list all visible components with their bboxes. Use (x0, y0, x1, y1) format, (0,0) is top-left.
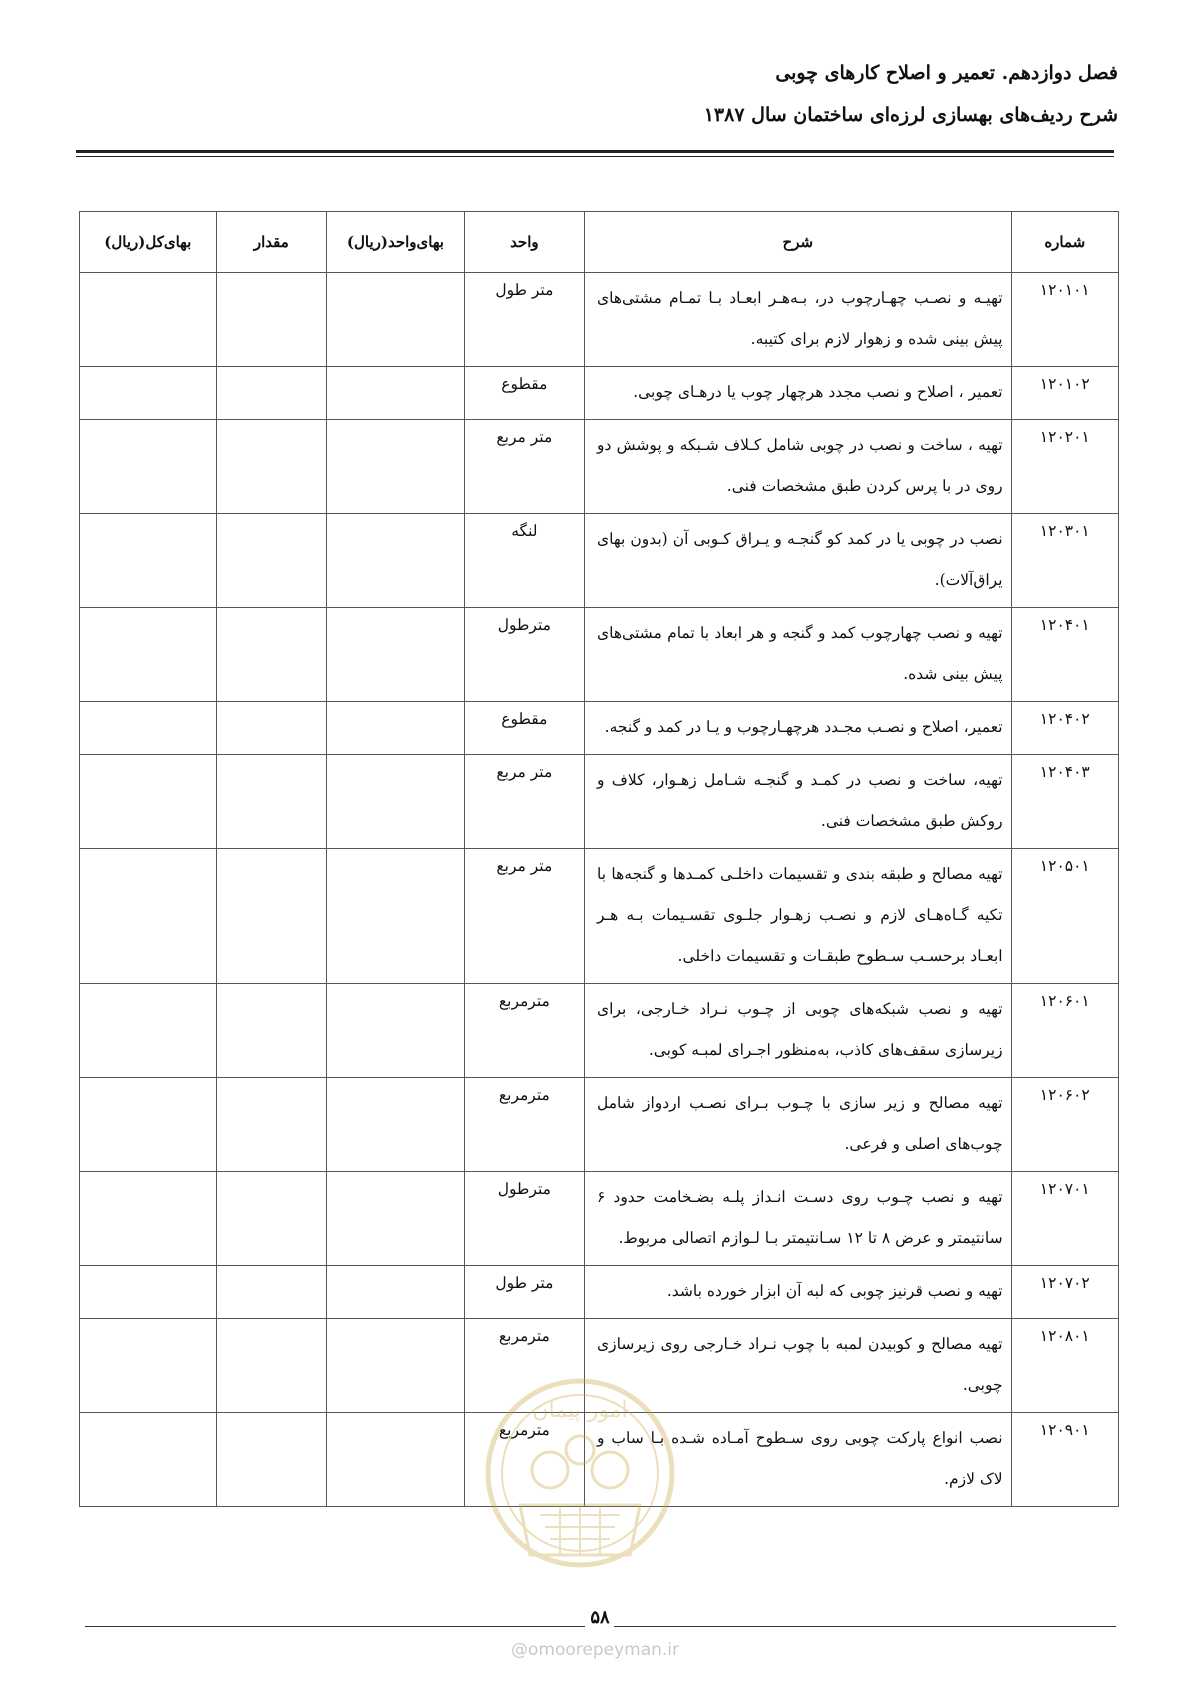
item-total-price (80, 367, 217, 420)
item-code: ۱۲۰۶۰۲ (1011, 1078, 1118, 1172)
item-description: نصب انواع پارکت چوبی روی سـطوح آمـاده شـده بـا ساب و لاک لازم. (585, 1413, 1012, 1507)
table-row (80, 1078, 1119, 1172)
item-total-price (80, 1266, 217, 1319)
item-description: تهیه مصالح و کوبیدن لمبه با چوب نـراد خـارجی روی زیرسازی چوبی. (585, 1319, 1012, 1413)
item-unit: متر طول (464, 273, 584, 367)
item-total-price (80, 514, 217, 608)
item-unit-price (327, 702, 465, 755)
item-description: تهیـه و نصـب چهـارچوب در، بـه‌هـر ابعـاد بـا تمـام مشتی‌های پیش بینی شده و زهوار لازم برای کتیبه. (585, 273, 1012, 367)
item-quantity (216, 1172, 327, 1266)
chapter-title: فصل دوازدهم. تعمیر و اصلاح کارهای چوبی (775, 62, 1118, 84)
item-total-price (80, 420, 217, 514)
item-unit-price (327, 367, 465, 420)
item-unit: مترمربع (464, 984, 584, 1078)
header-rule-thin (76, 156, 1114, 157)
item-total-price (80, 1172, 217, 1266)
item-unit: مقطوع (464, 702, 584, 755)
column-header-description: شرح (585, 212, 1012, 273)
table-row (80, 1413, 1119, 1507)
header-rule (76, 150, 1114, 153)
item-quantity (216, 984, 327, 1078)
item-total-price (80, 608, 217, 702)
table-row (80, 849, 1119, 984)
item-total-price (80, 984, 217, 1078)
item-description: تهیه و نصب شبکه‌های چوبی از چـوب نـراد خـارجی، برای زیرسازی سقف‌های کاذب، به‌منظور اجـرای لمبـه کوبی. (585, 984, 1012, 1078)
item-unit: مترطول (464, 1172, 584, 1266)
item-code: ۱۲۰۴۰۲ (1011, 702, 1118, 755)
table-row (80, 1172, 1119, 1266)
item-quantity (216, 1266, 327, 1319)
item-unit: مترمربع (464, 1413, 584, 1507)
item-quantity (216, 273, 327, 367)
item-code: ۱۲۰۲۰۱ (1011, 420, 1118, 514)
item-code: ۱۲۰۷۰۲ (1011, 1266, 1118, 1319)
item-code: ۱۲۰۱۰۲ (1011, 367, 1118, 420)
item-quantity (216, 702, 327, 755)
item-unit: متر مربع (464, 420, 584, 514)
table-row (80, 608, 1119, 702)
watermark-text: امور پیمان (532, 1398, 628, 1423)
column-header-code: شماره (1011, 212, 1118, 273)
item-unit-price (327, 849, 465, 984)
item-unit-price (327, 608, 465, 702)
item-quantity (216, 755, 327, 849)
item-code: ۱۲۰۷۰۱ (1011, 1172, 1118, 1266)
item-unit-price (327, 1413, 465, 1507)
item-code: ۱۲۰۹۰۱ (1011, 1413, 1118, 1507)
item-quantity (216, 849, 327, 984)
item-unit-price (327, 514, 465, 608)
table-row (80, 984, 1119, 1078)
item-code: ۱۲۰۸۰۱ (1011, 1319, 1118, 1413)
item-unit: مترمربع (464, 1319, 584, 1413)
footer-rule-right (614, 1626, 1116, 1627)
price-list-table (79, 211, 1119, 1507)
item-code: ۱۲۰۱۰۱ (1011, 273, 1118, 367)
item-description: نصب در چوبی یا در کمد کو گنجـه و یـراق کـوبی آن (بدون بهای یراق‌آلات). (585, 514, 1012, 608)
column-header-unit-price: بهای‌واحد(ریال) (327, 212, 465, 273)
item-code: ۱۲۰۵۰۱ (1011, 849, 1118, 984)
item-quantity (216, 367, 327, 420)
table-row (80, 367, 1119, 420)
item-total-price (80, 702, 217, 755)
item-unit: مترمربع (464, 1078, 584, 1172)
item-quantity (216, 1413, 327, 1507)
item-unit: متر مربع (464, 849, 584, 984)
document-subtitle: شرح ردیف‌های بهسازی لرزه‌ای ساختمان سال ۱۳۸۷ (703, 104, 1118, 126)
column-header-quantity: مقدار (216, 212, 327, 273)
item-unit: مقطوع (464, 367, 584, 420)
item-total-price (80, 1319, 217, 1413)
item-code: ۱۲۰۳۰۱ (1011, 514, 1118, 608)
item-code: ۱۲۰۶۰۱ (1011, 984, 1118, 1078)
item-quantity (216, 1319, 327, 1413)
item-description: تهیه مصالح و طبقه بندی و تقسیمات داخلـی کمـدها و گنجه‌ها با تکیه گـاه‌هـای لازم و نصـب زهـوار جلـوی تقسـیمات بـه هـر ابعـاد برحسـب سـطوح طبقـات و تقسیمات داخلی. (585, 849, 1012, 984)
table-row (80, 514, 1119, 608)
column-header-unit: واحد (464, 212, 584, 273)
item-code: ۱۲۰۴۰۱ (1011, 608, 1118, 702)
item-quantity (216, 514, 327, 608)
item-total-price (80, 1413, 217, 1507)
table-header-row (80, 212, 1119, 273)
item-quantity (216, 420, 327, 514)
item-unit-price (327, 420, 465, 514)
item-unit: مترطول (464, 608, 584, 702)
item-unit-price (327, 1078, 465, 1172)
item-description: تعمیر ، اصلاح و نصب مجدد هرچهار چوب یا درهـای چوبی. (585, 367, 1012, 420)
item-unit: لنگه (464, 514, 584, 608)
table-row (80, 273, 1119, 367)
item-total-price (80, 1078, 217, 1172)
item-unit-price (327, 1172, 465, 1266)
item-quantity (216, 1078, 327, 1172)
item-description: تهیه، ساخت و نصب در کمـد و گنجـه شـامل زهـوار، کلاف و روکش طبق مشخصات فنی. (585, 755, 1012, 849)
table-row (80, 702, 1119, 755)
item-description: تهیه مصالح و زیر سازی با چـوب بـرای نصـب اردواز شامل چوب‌های اصلی و فرعی. (585, 1078, 1012, 1172)
table-row (80, 1266, 1119, 1319)
item-total-price (80, 755, 217, 849)
table-body (80, 273, 1119, 1507)
item-description: تهیه و نصب چهارچوب کمد و گنجه و هر ابعاد با تمام مشتی‌های پیش بینی شده. (585, 608, 1012, 702)
item-unit-price (327, 755, 465, 849)
item-unit: متر طول (464, 1266, 584, 1319)
column-header-total-price: بهای‌کل(ریال) (80, 212, 217, 273)
item-quantity (216, 608, 327, 702)
item-description: تهیه و نصب چـوب روی دسـت انـداز پلـه بضـخامت حدود ۶ سانتیمتر و عرض ۸ تا ۱۲ سـانتیمتر بـا لـوازم اتصالی مربوط. (585, 1172, 1012, 1266)
item-total-price (80, 849, 217, 984)
item-total-price (80, 273, 217, 367)
item-unit-price (327, 984, 465, 1078)
table-row (80, 755, 1119, 849)
item-unit: متر مربع (464, 755, 584, 849)
footer-rule-left (85, 1626, 585, 1627)
table-row (80, 420, 1119, 514)
item-description: تهیه ، ساخت و نصب در چوبی شامل کـلاف شـبکه و پوشش دو روی در با پرس کردن طبق مشخصات فنی. (585, 420, 1012, 514)
item-unit-price (327, 1319, 465, 1413)
table-row (80, 1319, 1119, 1413)
page-number: ۵۸ (590, 1607, 610, 1628)
item-description: تعمیر، اصلاح و نصـب مجـدد هرچهـارچوب و یـا در کمد و گنجه. (585, 702, 1012, 755)
item-unit-price (327, 1266, 465, 1319)
item-code: ۱۲۰۴۰۳ (1011, 755, 1118, 849)
watermark-url: @omoorepeyman.ir (510, 1640, 680, 1660)
item-description: تهیه و نصب قرنیز چوبی که لبه آن ابزار خورده باشد. (585, 1266, 1012, 1319)
page-header (72, 58, 1118, 130)
item-unit-price (327, 273, 465, 367)
